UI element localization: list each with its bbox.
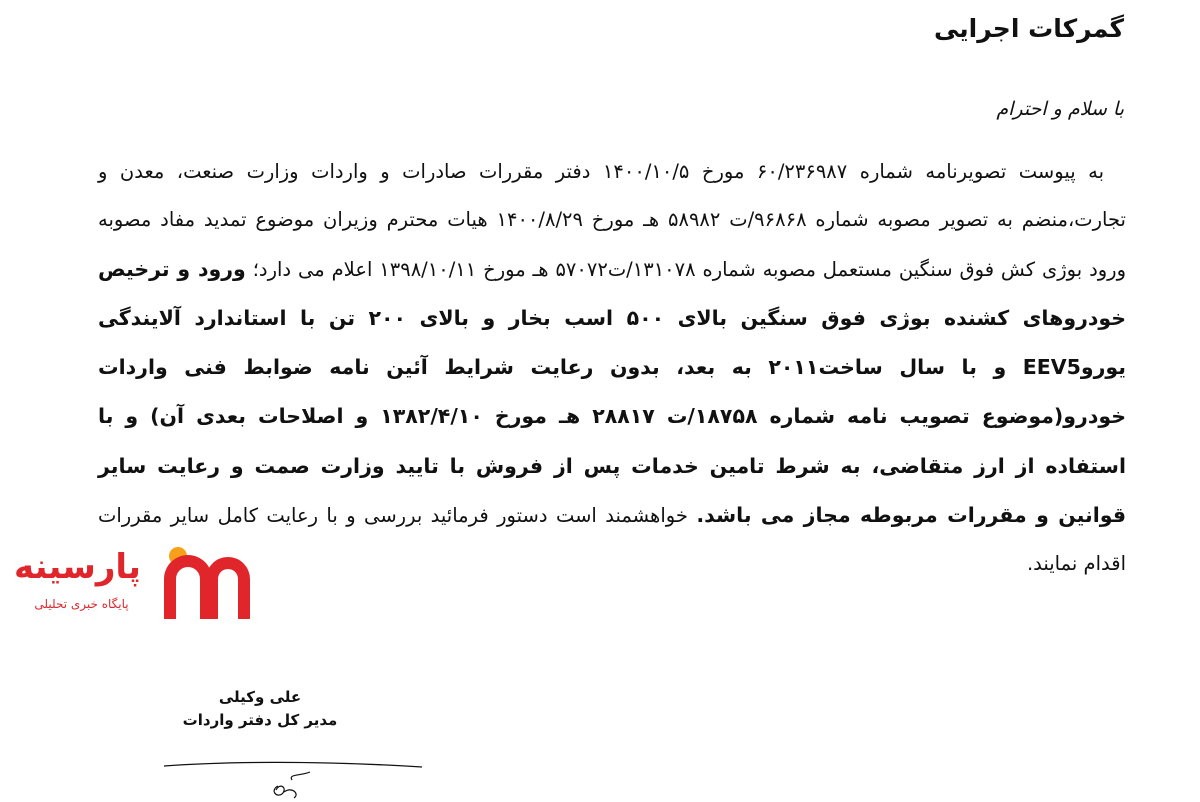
- letter-body: [98, 148, 1126, 589]
- parsine-logo: [10, 545, 270, 625]
- letter-heading: گمرکات اجرایی: [934, 14, 1124, 43]
- body-paragraph-closing: خواهشمند است دستور فرمائید بررسی و با رعایت کامل سایر مقررات اقدام نمایند.: [98, 504, 1126, 576]
- body-paragraph-bold: ورود و ترخیص خودروهای کشنده بوژی فوق سنگین بالای ۵۰۰ اسب بخار و بالای ۲۰۰ تن با استاندارد آلایندگی یوروEEV5 و با سال ساخت۲۰۱۱ به بعد، بدون رعایت شرایط آئین نامه ضوابط فنی واردات خودرو(موضوع تصویب نامه شماره ۱۸۷۵۸/ت ۲۸۸۱۷ هـ مورخ ۱۳۸۲/۴/۱۰ و اصلاحات بعدی آن) و با استفاده از ارز متقاضی، به شرط تامین خدمات پس از فروش با تایید وزارت صمت و رعایت سایر قوانین و مقررات مربوطه مجاز می باشد.: [98, 256, 1127, 528]
- logo-tagline: پایگاه خبری تحلیلی: [34, 597, 129, 611]
- logo-name: پارسینه: [14, 547, 141, 587]
- body-paragraph-intro: به پیوست تصویرنامه شماره ۶۰/۲۳۶۹۸۷ مورخ ۱۴۰۰/۱۰/۵ دفتر مقررات صادرات و واردات وزارت صنعت، معدن و تجارت،منضم به تصویر مصوبه شماره ۹۶۸۶۸/ت ۵۸۹۸۲ هـ مورخ ۱۴۰۰/۸/۲۹ هیات محترم وزیران موضوع تمدید مفاد مصوبه ورود بوژی کش فوق سنگین مستعمل مصوبه شماره ۱۳۱۰۷۸/ت۵۷۰۷۲ هـ مورخ ۱۳۹۸/۱۰/۱۱ اعلام می دارد؛: [98, 160, 1126, 281]
- signer-title: مدیر کل دفتر واردات: [182, 711, 338, 729]
- signer-name: علی وکیلی: [218, 688, 302, 706]
- logo-mark-icon: [158, 545, 258, 621]
- salutation: با سلام و احترام: [996, 98, 1124, 120]
- handwritten-signature: [160, 740, 440, 802]
